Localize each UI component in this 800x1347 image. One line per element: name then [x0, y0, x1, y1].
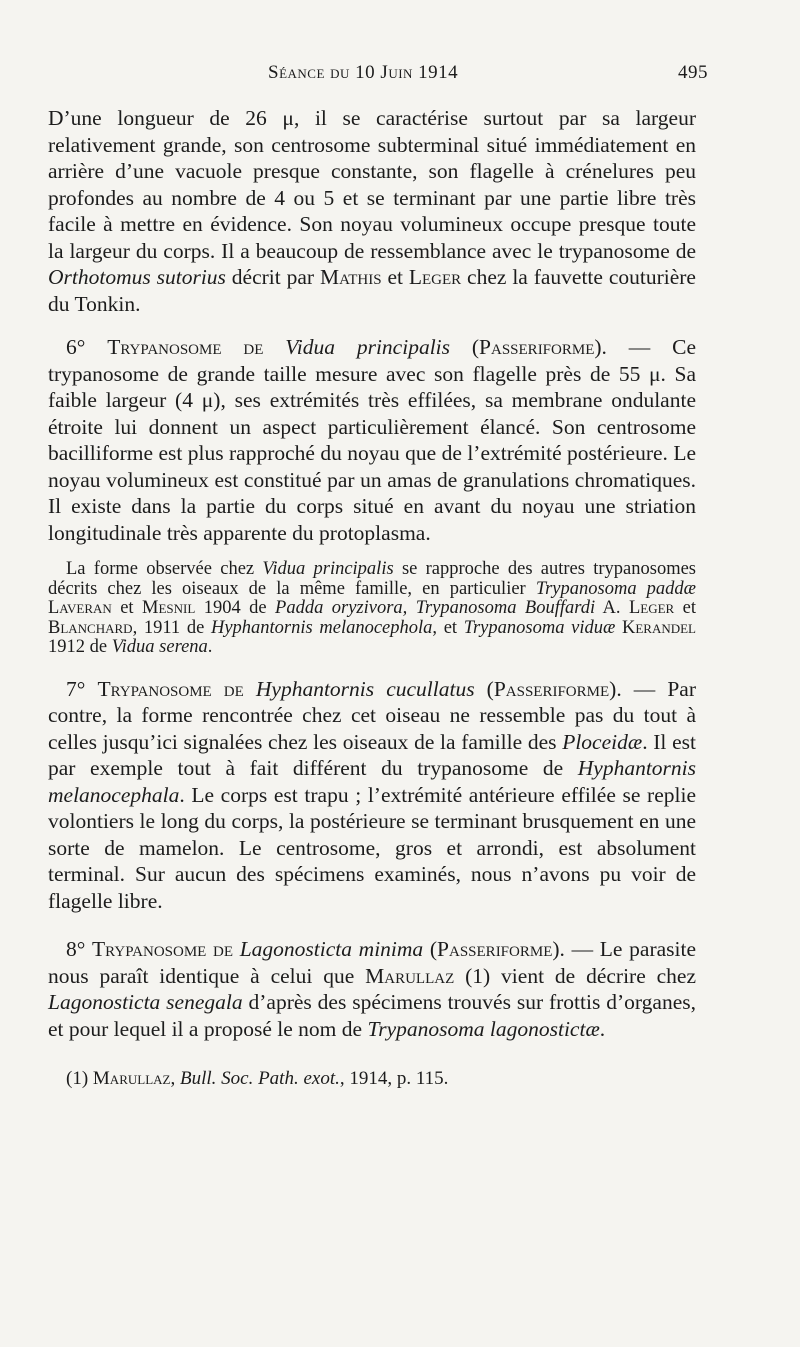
text-run: 1904 de [195, 598, 276, 618]
text-run: , [170, 1068, 180, 1089]
section-6-vidua-principalis [48, 334, 696, 546]
text-run: et [674, 598, 696, 618]
text-run: ). — Par contre, la forme rencontrée chez cet oiseau ne ressemble pas du tout à celles jusqu’ici signalées chez les oiseaux de la famille des [48, 676, 697, 754]
section-number: 7° [66, 676, 98, 701]
author-name: Marullaz [92, 1068, 171, 1089]
species-name: Vidua serena [111, 637, 208, 657]
text-run: D’une longueur de 26 μ, il se caractérise surtout par sa largeur relativement grande, son centrosome subterminal situé immédiatement en arrière d’une vacuole presque constante, son flagelle à crénelures peu profondes au nombre de 4 ou 5 et se terminant par une partie libre très facile à mettre en évidence. Son noyau volumineux occupe presque toute la largeur du corps. Il a beaucoup de ressemblance avec le trypanosome de [48, 106, 696, 263]
text-run: chez la fauvette couturière du Tonkin. [48, 265, 696, 316]
section-8-lagonosticta-minima [48, 936, 696, 1042]
species-name: Vidua principalis [285, 335, 451, 359]
species-name: Lagonosticta senegala [48, 990, 243, 1014]
text-run: et [381, 265, 409, 289]
section-7-hyphantornis-cucullatus [48, 676, 696, 915]
section-heading: Trypanosome de [97, 676, 256, 701]
text-run: , 1914, p. 115. [339, 1068, 449, 1089]
species-name: Trypanosoma viduæ [463, 617, 616, 638]
species-name: Hyphantornis cucullatus [255, 676, 475, 701]
page-body [48, 105, 696, 1090]
paragraph-orthotomus [48, 105, 696, 317]
text-run: se rapproche des autres trypanosomes décrits chez les oiseaux de la même famille, en particulier [48, 559, 696, 599]
text-run: , et [432, 617, 464, 638]
text-run: (1) vient de décrire chez [454, 963, 696, 988]
author-name: Laveran [48, 598, 112, 618]
author-name: Marullaz [365, 963, 455, 988]
text-run: , 1911 de [132, 617, 211, 638]
species-name: Hyphantornis melanocephala [48, 756, 696, 807]
text-run: et [111, 598, 143, 618]
order-name: Passeriforme [437, 937, 553, 961]
species-name: Lagonosticta minima [239, 937, 424, 961]
order-name: Passeriforme [479, 335, 595, 359]
author-name: Kerandel [621, 617, 696, 638]
text-run: 1912 de [48, 637, 112, 657]
text-run: . [599, 1016, 606, 1041]
family-name: Ploceidæ [562, 729, 643, 754]
footnote-marker: (1) [66, 1068, 93, 1089]
author-name: Mesnil [142, 598, 196, 618]
page-number: 495 [678, 62, 708, 83]
text-run [615, 618, 622, 638]
text-run: ( [450, 335, 480, 359]
text-run: . Il est par exemple tout à fait différent du trypanosome de [48, 729, 696, 780]
text-run: A. [595, 598, 629, 618]
author-name: Leger [408, 265, 462, 289]
text-run: ( [423, 937, 438, 961]
species-name: Hyphantornis melanocephola [210, 617, 433, 638]
journal-title: Bull. Soc. Path. exot. [179, 1068, 340, 1089]
text-run: ). — Ce trypanosome de grande taille mesure avec son flagelle près de 55 μ. Sa faible largeur (4 μ), ses extrémités très effilées, sa membrane ondulante étroite lui donnent un aspect particulièrement élancé. Son centrosome bacilliforme est plus rapproché du noyau que de l’extrémité postérieure. Le noyau volumineux est constitué par un amas de granulations chromatiques. Il existe dans la partie du corps situé en avant du noyau une striation longitudinale très apparente du protoplasma. [48, 335, 697, 545]
text-run: ( [474, 676, 494, 701]
section-heading: Trypanosome de [107, 335, 286, 359]
text-run: . Le corps est trapu ; l’extrémité antérieure effilée se replie volontiers le long du corps, la postérieure se terminant brusquement en une sorte de mamelon. Le centrosome, gros et arrondi, est absolument terminal. Sur aucun des spécimens examinés, nous n’avons pu voir de flagelle libre. [48, 782, 696, 913]
species-name: Orthotomus sutorius [48, 265, 226, 289]
text-run: ). — Le parasite nous paraît identique à celui que [48, 937, 696, 988]
species-name: Vidua principalis [262, 559, 394, 579]
comparison-note [48, 560, 696, 658]
section-number: 6° [66, 335, 108, 359]
species-name: Padda oryzivora, Trypanosoma Bouffardi [275, 598, 596, 618]
text-run: . [207, 637, 213, 657]
footnote [48, 1068, 696, 1090]
author-name: Leger [628, 598, 675, 618]
running-head: Séance du 10 Juin 1914 [268, 62, 459, 83]
text-run: décrit par [225, 265, 320, 289]
species-name: Trypanosoma paddæ [535, 578, 697, 599]
species-name: Trypanosoma lagonostictæ [367, 1016, 600, 1041]
text-run: La forme observée chez [66, 559, 263, 579]
order-name: Passeriforme [493, 676, 610, 701]
author-name: Blanchard [48, 617, 133, 638]
text-run: d’après des spécimens trouvés sur frottis d’organes, et pour lequel il a proposé le nom de [48, 990, 696, 1041]
section-heading: Trypanosome de [92, 937, 240, 961]
section-number: 8° [66, 937, 93, 961]
author-name: Mathis [319, 265, 382, 289]
